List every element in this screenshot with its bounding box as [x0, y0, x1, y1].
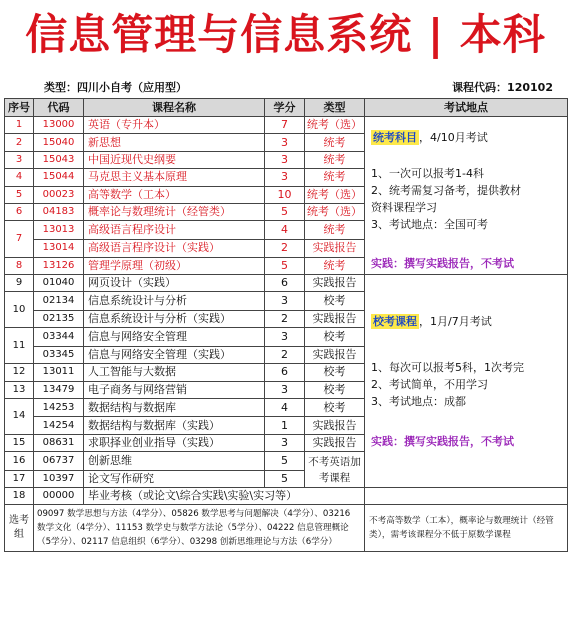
- table-row: [5, 488, 568, 505]
- elective-label: 选考组: [5, 505, 34, 552]
- unified-note-line1: 1、一次可以报考1-4科: [371, 167, 484, 180]
- row-code: 03345: [34, 346, 84, 363]
- row-no: 9: [5, 275, 34, 292]
- row-name: 信息与网络安全管理: [84, 328, 265, 346]
- row-credit: 3: [265, 169, 305, 186]
- row-credit: 4: [265, 398, 305, 416]
- row-type: 校考: [305, 292, 365, 310]
- row-name: 创新思维: [84, 452, 265, 470]
- table-header-row: [5, 99, 568, 117]
- unified-exam-title-suffix: ，4/10月考试: [419, 131, 488, 144]
- row-no: 11: [5, 328, 34, 364]
- row-code: 13479: [34, 381, 84, 398]
- row-credit: 2: [265, 346, 305, 363]
- row-name: 信息与网络安全管理（实践）: [84, 346, 265, 363]
- row-code: 00023: [34, 186, 84, 203]
- row-no: 6: [5, 203, 34, 220]
- row-type: 校考: [305, 364, 365, 381]
- elective-row: [5, 505, 568, 552]
- header-no: 序号: [5, 99, 34, 117]
- row-credit: 3: [265, 381, 305, 398]
- header-place: 考试地点: [365, 99, 568, 117]
- row-credit: 3: [265, 328, 305, 346]
- row-name: 数据结构与数据库: [84, 398, 265, 416]
- row-name: 数据结构与数据库（实践）: [84, 417, 265, 434]
- row-name: 管理学原理（初级）: [84, 257, 265, 274]
- row-no: 16: [5, 452, 34, 470]
- row-name: 论文写作研究: [84, 470, 265, 487]
- row-type: 校考: [305, 381, 365, 398]
- row-credit: 7: [265, 117, 305, 134]
- row-code: 15044: [34, 169, 84, 186]
- course-table: [4, 98, 568, 552]
- row-credit: 3: [265, 151, 305, 168]
- row-no: 7: [5, 221, 34, 257]
- row-name: 新思想: [84, 134, 265, 151]
- unified-exam-notes: [365, 117, 568, 275]
- row-code: 15043: [34, 151, 84, 168]
- row-code: 00000: [34, 488, 84, 505]
- row-type: 实践报告: [305, 275, 365, 292]
- row-code: 10397: [34, 470, 84, 487]
- row-code: 13014: [34, 240, 84, 257]
- unified-exam-title: 统考科目: [373, 131, 417, 144]
- row-no: 8: [5, 257, 34, 274]
- school-note-line1: 1、每次可以报考5科，1次考完: [371, 361, 524, 374]
- row-credit: 5: [265, 470, 305, 487]
- row-type: 统考: [305, 257, 365, 274]
- table-row: [5, 275, 568, 292]
- row-credit: 10: [265, 186, 305, 203]
- row-no: 4: [5, 169, 34, 186]
- row-credit: 3: [265, 292, 305, 310]
- row-code: 02135: [34, 310, 84, 327]
- row-type: 统考: [305, 169, 365, 186]
- row-name: 网页设计（实践）: [84, 275, 265, 292]
- row-type: 校考: [305, 328, 365, 346]
- table-row: [5, 117, 568, 134]
- row-type: 校考: [305, 398, 365, 416]
- row-type: 统考（选）: [305, 203, 365, 220]
- row-no: 17: [5, 470, 34, 487]
- row-type: 统考: [305, 151, 365, 168]
- row-name: 信息系统设计与分析（实践）: [84, 310, 265, 327]
- row-no: 14: [5, 398, 34, 434]
- school-practice-note: 实践：撰写实践报告，不考试: [371, 435, 514, 448]
- row-credit: 3: [265, 134, 305, 151]
- row-name: 概率论与数理统计（经管类）: [84, 203, 265, 220]
- row-code: 14253: [34, 398, 84, 416]
- header-credit: 学分: [265, 99, 305, 117]
- row-type: 统考（选）: [305, 186, 365, 203]
- row-code: 13000: [34, 117, 84, 134]
- unified-note-line4: 3、考试地点：全国可考: [371, 218, 488, 231]
- unified-practice-note: 实践：撰写实践报告，不考试: [371, 257, 514, 270]
- header-name: 课程名称: [84, 99, 265, 117]
- elective-courses: 09097 数学思想与方法（4学分）、05826 数学思考与问题解决（4学分）、03216 数学文化（4学分）、11153 数学史与数学方法论（5学分）、04222 信息管理概论（5学分）、02117 信息组织（6学分）、03298 创新思维理论与方法（6学分）: [34, 505, 365, 552]
- row-type: 实践报告: [305, 310, 365, 327]
- unified-note-line3: 资料课程学习: [371, 201, 437, 214]
- row-place-empty: [365, 488, 568, 505]
- row-credit: 5: [265, 257, 305, 274]
- elective-note: 不考高等数学（工本），概率论与数理统计（经管类），需考该课程分不低于原数学课程: [365, 505, 568, 552]
- row-credit: 5: [265, 203, 305, 220]
- row-code: 04183: [34, 203, 84, 220]
- row-credit: 6: [265, 275, 305, 292]
- row-no: 10: [5, 292, 34, 328]
- school-exam-notes: [365, 275, 568, 488]
- row-code: 13013: [34, 221, 84, 240]
- program-type-label: 类型：四川小自考（应用型）: [44, 81, 187, 94]
- row-type-merged: 不考英语加考课程: [305, 452, 365, 488]
- program-code-label: 课程代码：120102: [452, 81, 553, 94]
- school-note-line3: 3、考试地点：成都: [371, 395, 466, 408]
- row-type: 统考（选）: [305, 117, 365, 134]
- row-type: 统考: [305, 221, 365, 240]
- row-code: 03344: [34, 328, 84, 346]
- row-name: 中国近现代史纲要: [84, 151, 265, 168]
- row-no: 18: [5, 488, 34, 505]
- row-name: 毕业考核（或论文\综合实践\实验\实习等）: [84, 488, 365, 505]
- row-credit: 2: [265, 240, 305, 257]
- row-name: 人工智能与大数据: [84, 364, 265, 381]
- row-name: 高级语言程序设计（实践）: [84, 240, 265, 257]
- row-code: 08631: [34, 434, 84, 451]
- row-code: 02134: [34, 292, 84, 310]
- page-title: 信息管理与信息系统 | 本科: [25, 10, 546, 59]
- row-no: 3: [5, 151, 34, 168]
- row-type: 实践报告: [305, 240, 365, 257]
- row-credit: 5: [265, 452, 305, 470]
- row-name: 高等数学（工本）: [84, 186, 265, 203]
- row-code: 01040: [34, 275, 84, 292]
- row-name: 马克思主义基本原理: [84, 169, 265, 186]
- row-type: 实践报告: [305, 417, 365, 434]
- school-exam-title-suffix: ，1月/7月考试: [419, 315, 492, 328]
- row-credit: 2: [265, 310, 305, 327]
- row-no: 13: [5, 381, 34, 398]
- row-name: 高级语言程序设计: [84, 221, 265, 240]
- unified-note-line2: 2、统考需复习备考，提供教材: [371, 184, 521, 197]
- row-code: 06737: [34, 452, 84, 470]
- row-code: 13126: [34, 257, 84, 274]
- row-name: 信息系统设计与分析: [84, 292, 265, 310]
- row-name: 电子商务与网络营销: [84, 381, 265, 398]
- school-exam-title: 校考课程: [373, 315, 417, 328]
- row-no: 1: [5, 117, 34, 134]
- row-no: 12: [5, 364, 34, 381]
- row-no: 15: [5, 434, 34, 451]
- row-type: 统考: [305, 134, 365, 151]
- header-type: 类型: [305, 99, 365, 117]
- row-type: 实践报告: [305, 434, 365, 451]
- row-code: 13011: [34, 364, 84, 381]
- row-name: 求职择业创业指导（实践）: [84, 434, 265, 451]
- school-note-line2: 2、考试简单，不用学习: [371, 378, 488, 391]
- row-code: 15040: [34, 134, 84, 151]
- row-credit: 1: [265, 417, 305, 434]
- row-name: 英语（专升本）: [84, 117, 265, 134]
- row-no: 5: [5, 186, 34, 203]
- row-code: 14254: [34, 417, 84, 434]
- header-code: 代码: [34, 99, 84, 117]
- row-credit: 4: [265, 221, 305, 240]
- row-credit: 3: [265, 434, 305, 451]
- row-type: 实践报告: [305, 346, 365, 363]
- row-no: 2: [5, 134, 34, 151]
- row-credit: 6: [265, 364, 305, 381]
